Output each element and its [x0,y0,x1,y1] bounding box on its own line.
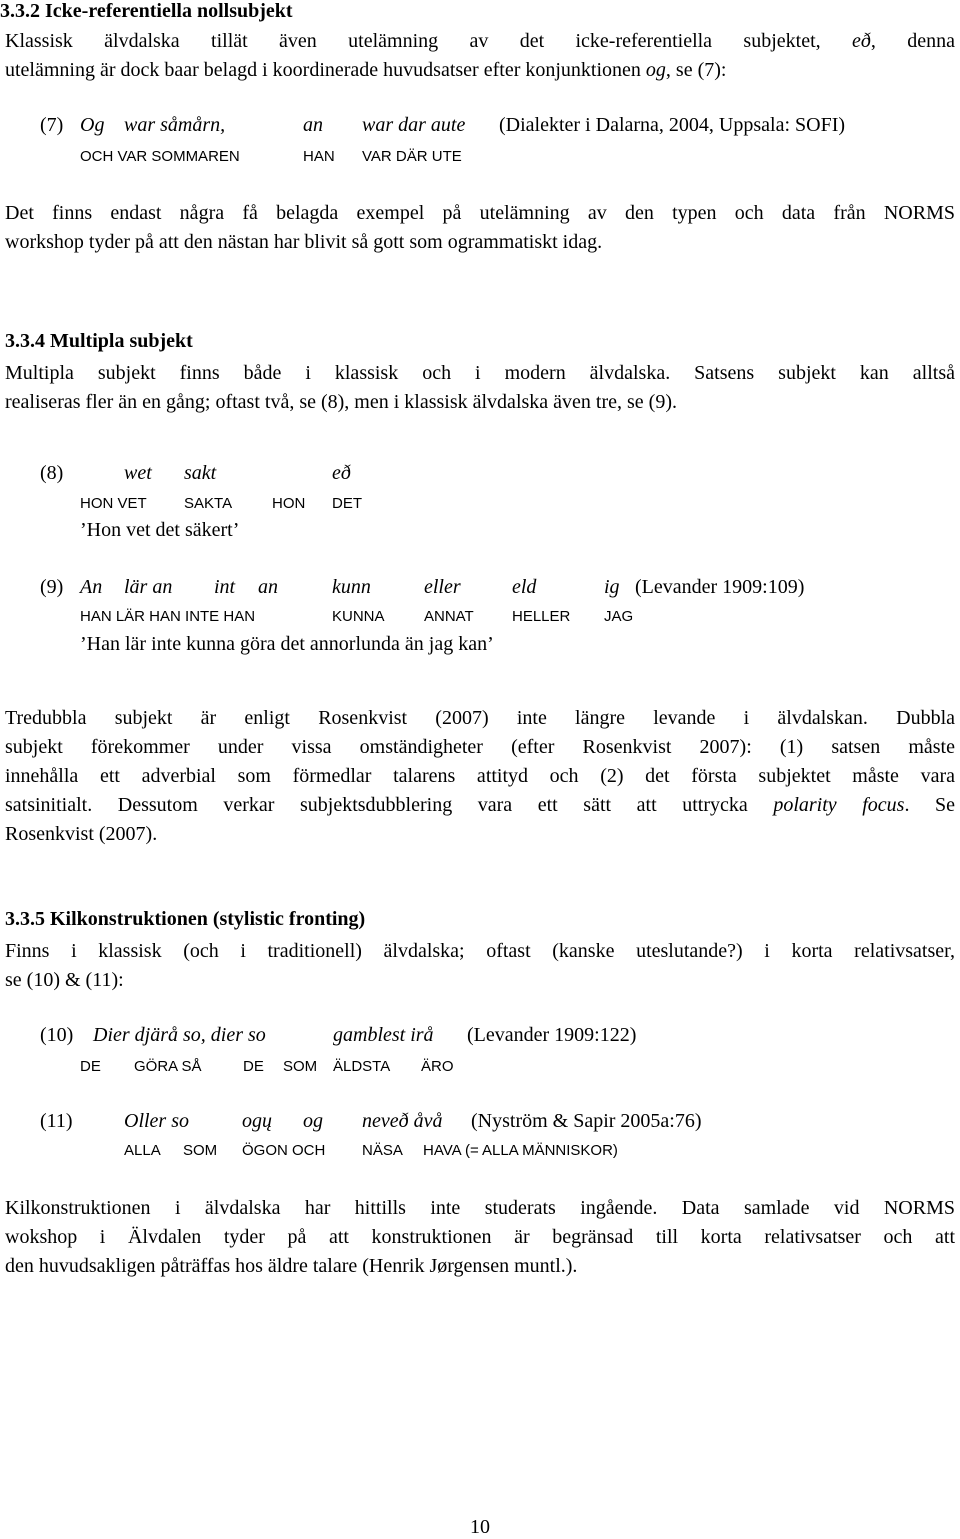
paragraph-line: Multipla subjekt finns både i klassisk och i modern älvdalska. Satsens subjekt kan alltså [5,362,955,384]
paragraph-line: Kilkonstruktionen i älvdalska har hittills inte studerats ingående. Data samlade vid NORMS [5,1197,955,1219]
gloss: ANNAT [424,608,474,625]
paragraph-line: wokshop i Älvdalen tyder på att konstruktionen är begränsad till korta relativsatser och att [5,1226,955,1248]
paragraph-line: innehålla ett adverbial som förmedlar talarens attityd och (2) det första subjektet måste vara [5,765,955,787]
example-word: kunn [332,576,371,598]
italic-term: polarity focus [773,794,905,816]
gloss: OCH VAR SOMMAREN [80,148,240,165]
gloss: HAN LÄR HAN INTE HAN [80,608,256,625]
paragraph-line: den huvudsakligen påträffas hos äldre talare (Henrik Jørgensen muntl.). [5,1255,578,1277]
gloss: DE [80,1058,101,1075]
gloss: HELLER [512,608,571,625]
paragraph-line: se (10) & (11): [5,969,124,991]
example-source: (Levander 1909:122) [467,1024,637,1046]
example-number: (10) [40,1024,74,1046]
example-word: Og [80,114,105,136]
gloss: SAKTA [184,495,233,512]
gloss: HON VET [80,495,147,512]
example-source: (Nyström & Sapir 2005a:76) [471,1110,702,1132]
example-word: an [303,114,323,136]
gloss: JAG [604,608,634,625]
paragraph-line: Det finns endast några få belagda exempel på utelämning av den typen och data från NORMS [5,202,955,224]
gloss: HAN [303,148,335,165]
example-word: an [258,576,278,598]
gloss: HAVA (= ALLA MÄNNISKOR) [423,1142,618,1159]
example-number: (7) [40,114,64,136]
text: , se (7): [665,59,727,81]
example-number: (8) [40,462,64,484]
gloss: VAR DÄR UTE [362,148,462,165]
example-translation: ’Hon vet det säkert’ [80,519,240,541]
paragraph-line: Finns i klassisk (och i traditionell) älvdalska; oftast (kanske uteslutande?) i korta relativsatser, [5,940,955,962]
example-source: (Levander 1909:109) [635,576,805,598]
example-number: (11) [40,1110,73,1132]
example-word: ogų [242,1110,272,1132]
gloss: KUNNA [332,608,385,625]
paragraph-line [5,791,955,820]
gloss: ÄLDSTA [333,1058,391,1075]
text: . Se [904,794,956,816]
italic-term: eð [851,30,871,52]
example-word: Oller so [124,1110,189,1132]
example-word: sakt [184,462,217,484]
paragraph-line: Rosenkvist (2007). [5,823,158,845]
example-word: An [80,576,103,598]
example-word: war såmårn, [124,114,226,136]
section-heading-3-3-4: 3.3.4 Multipla subjekt [5,330,193,352]
gloss: SOM [183,1142,218,1159]
example-source: (Dialekter i Dalarna, 2004, Uppsala: SOFI) [499,114,846,136]
gloss: GÖRA SÅ [134,1058,202,1075]
example-word: war dar aute [362,114,466,136]
gloss: ÖGON OCH [242,1142,326,1159]
section-heading-3-3-2: 3.3.2 Icke-referentiella nollsubjekt [0,0,293,22]
example-word: ig [604,576,620,598]
paragraph-line: subjekt förekommer under vissa omständigheter (efter Rosenkvist 2007): (1) satsen måste [5,736,955,758]
gloss: ÄRO [421,1058,454,1075]
paragraph-line: Tredubbla subjekt är enligt Rosenkvist (2007) inte längre levande i älvdalskan. Dubbla [5,707,955,729]
example-word: int [214,576,236,598]
text: utelämning är dock baar belagd i koordinerade huvudsatser efter konjunktionen [5,59,646,81]
paragraph-line [5,27,955,56]
paragraph-line: realiseras fler än en gång; oftast två, se (8), men i klassisk älvdalska även tre, se (9). [5,391,677,413]
paragraph-line [5,56,726,85]
text: , denna [870,30,955,52]
example-word: Dier djärå so, dier so [93,1024,266,1046]
gloss: SOM [283,1058,318,1075]
example-translation: ’Han lär inte kunna göra det annorlunda än jag kan’ [80,633,494,655]
example-number: (9) [40,576,64,598]
page-number: 10 [470,1516,490,1538]
gloss: DE [243,1058,264,1075]
example-word: eld [512,576,537,598]
gloss: ALLA [124,1142,161,1159]
text: satsinitialt. Dessutom verkar subjektsdubblering vara ett sätt att uttrycka [5,794,774,816]
section-heading-3-3-5: 3.3.5 Kilkonstruktionen (stylistic fronting) [5,908,366,930]
example-word: neveð åvå [362,1110,443,1132]
example-word: og [303,1110,323,1132]
italic-term: og [645,59,666,81]
gloss: NÄSA [362,1142,403,1159]
example-word: eð [332,462,351,484]
text: Klassisk älvdalska tillät även utelämning av det icke-referentiella subjektet, [5,30,852,52]
example-word: lär an [124,576,173,598]
paragraph-line: workshop tyder på att den nästan har blivit så gott som ogrammatiskt idag. [5,231,603,253]
example-word: wet [124,462,152,484]
gloss: HON [272,495,306,512]
gloss: DET [332,495,362,512]
example-word: gamblest irå [333,1024,434,1046]
example-word: eller [424,576,461,598]
